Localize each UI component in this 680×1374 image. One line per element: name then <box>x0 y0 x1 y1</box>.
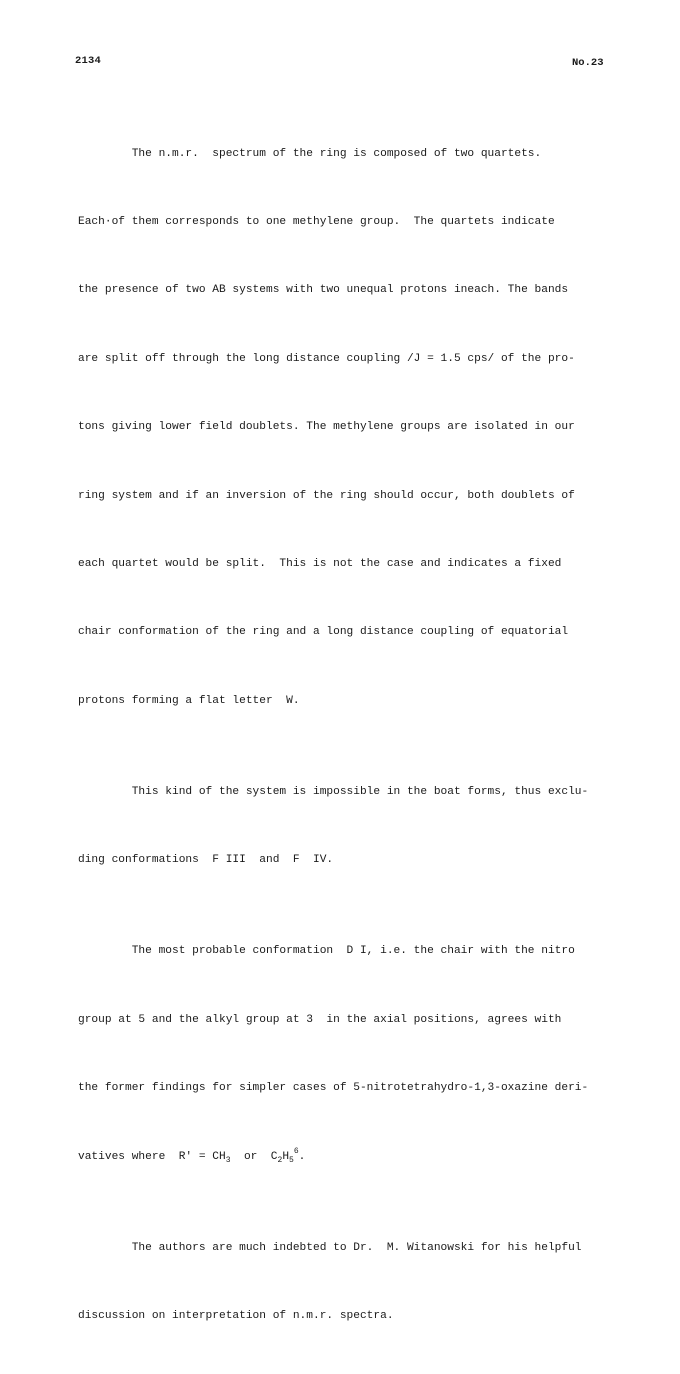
text-line: chair conformation of the ring and a long distance coupling of equatorial <box>78 626 569 639</box>
text-line: ring system and if an inversion of the ring should occur, both doublets of <box>78 489 575 502</box>
text-line: protons forming a flat letter W. <box>78 694 300 707</box>
text-line: The authors are much indebted to Dr. M. Witanowski for his helpful <box>78 1241 582 1254</box>
text-line: The most probable conformation D I, i.e. the chair with the nitro <box>78 945 575 958</box>
formula-prefix: vatives where R' = CH <box>78 1150 226 1163</box>
body-text <box>78 97 618 1374</box>
formula-mid: or C <box>230 1150 278 1163</box>
formula-line <box>78 1146 618 1169</box>
text-line: This kind of the system is impossible in the boat forms, thus exclu- <box>78 785 589 798</box>
subscript: 2 <box>277 1155 283 1165</box>
footnote-ref: 6 <box>293 1146 299 1156</box>
text-line: The n.m.r. spectrum of the ring is composed of two quartets. <box>78 147 542 160</box>
page-number: 2134 <box>75 55 102 67</box>
text-line: discussion on interpretation of n.m.r. spectra. <box>78 1310 394 1323</box>
subscript: 5 <box>289 1155 294 1165</box>
text-line: each quartet would be split. This is not the case and indicates a fixed <box>78 557 562 570</box>
formula-mid2: H <box>282 1150 290 1163</box>
formula-suffix: . <box>298 1150 306 1163</box>
text-line: ding conformations F III and F IV. <box>78 854 334 867</box>
text-line: the presence of two AB systems with two unequal protons ineach. The bands <box>78 284 569 297</box>
text-line: Each·of them corresponds to one methylene group. The quartets indicate <box>78 215 555 228</box>
subscript: 3 <box>225 1155 231 1165</box>
text-line: the former findings for simpler cases of 5-nitrotetrahydro-1,3-oxazine deri- <box>78 1082 589 1095</box>
text-line: are split off through the long distance coupling /J = 1.5 cps/ of the pro- <box>78 352 575 365</box>
text-line: tons giving lower field doublets. The methylene groups are isolated in our <box>78 421 575 434</box>
text-line: group at 5 and the alkyl group at 3 in the axial positions, agrees with <box>78 1013 562 1026</box>
journal-issue: No.23 <box>572 57 604 69</box>
